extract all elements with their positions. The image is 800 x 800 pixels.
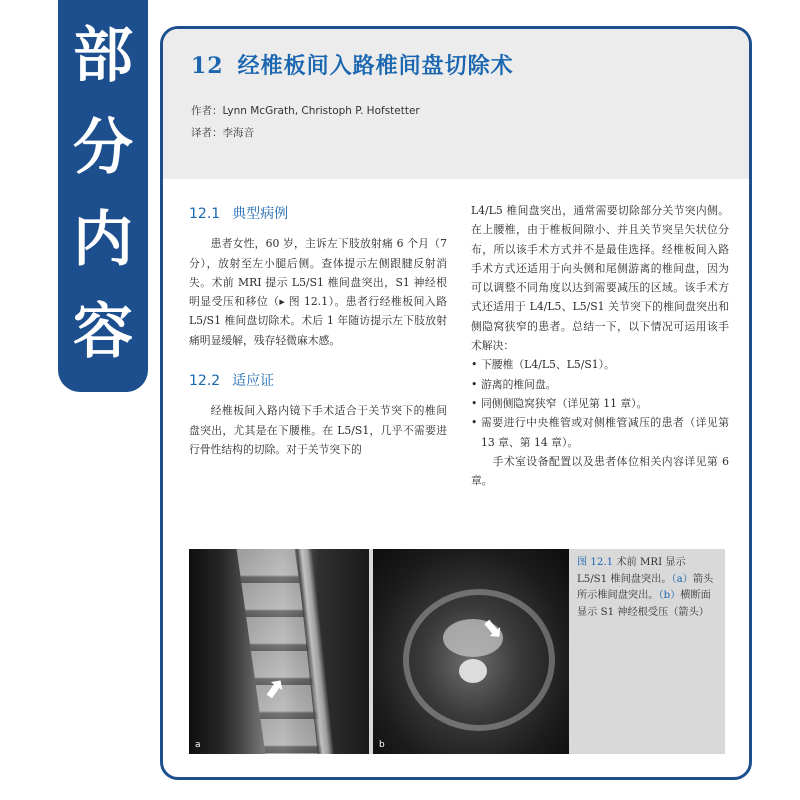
section-number: 12.1 [189,206,221,222]
list-item: • 同侧侧隐窝狭窄（详见第 11 章）。 [471,394,729,413]
list-item: • 下腰椎（L4/L5、L5/S1）。 [471,355,729,374]
chapter-number: 12 [191,53,224,79]
chapter-title [191,49,514,80]
mri-sagittal-image [189,549,369,754]
caption-tag-b: （b） [658,590,681,601]
authors: Lynn McGrath, Christoph P. Hofstetter [222,105,420,117]
figure-caption [577,555,719,621]
list-item: • 游离的椎间盘。 [471,375,729,394]
right-paragraph: L4/L5 椎间盘突出，通常需要切除部分关节突内侧。在上腰椎，由于椎板间隙小、并且关节突呈矢状位分布，所以该手术方式并不是最佳选择。经椎板间入路手术方式还适用于向头侧和尾侧游离的椎间盘，因为可以调整不同角度以达到需要减压的区域。该手术方式还适用于 L4/L5、L5/S1 关节突下的椎间盘突出和侧隐窝狭窄的患者。总结一下，以下情况可运用该手术解决： [471,204,729,353]
translator: 李海音 [222,127,254,139]
translator-label: 译者： [191,127,223,139]
section-heading [189,205,447,224]
indication-paragraph: 经椎板间入路内镜下手术适合于关节突下的椎间盘突出，尤其是在下腰椎。在 L5/S1，几乎不需要进行骨性结构的切除。对于关节突下的 [189,404,447,456]
book-page [160,26,752,780]
mri-axial-image [373,549,569,754]
banner-char: 分 [73,113,133,183]
caption-text: 箭头所示椎间盘突出。 [577,573,714,601]
chapter-header [163,29,749,179]
image-label-a: a [195,740,201,750]
caption-text: 横断面显示 S1 神经根受压（箭头） [577,590,711,618]
section-heading [189,372,447,391]
side-banner [58,0,148,392]
banner-char: 部 [73,21,133,91]
author-line [191,103,420,118]
white-arrow-icon: ⬆ [473,609,510,647]
chapter-title-text: 经椎板间入路椎间盘切除术 [237,53,514,79]
white-arrow-icon: ⬆ [256,671,292,709]
figure-ref: 图 12.1 [577,557,614,568]
banner-char: 内 [73,205,133,275]
caption-tag-a: （a） [671,573,693,585]
banner-char: 容 [73,297,133,367]
list-item: • 需要进行中央椎管或对侧椎管减压的患者（详见第 13 章、第 14 章）。 [471,413,729,452]
authors-label: 作者： [191,105,223,117]
caption-text: 术前 MRI 显示 L5/S1 椎间盘突出。 [577,557,686,585]
translator-line [191,125,254,140]
section-title: 典型病例 [232,206,289,222]
indication-list [471,355,729,451]
figure-12-1 [189,549,725,754]
right-column [471,201,729,490]
case-paragraph: 患者女性，60 岁，主诉左下肢放射痛 6 个月（7 分），放射至左小腿后侧。查体提示左侧跟腱反射消失。术前 MRI 提示 L5/S1 椎间盘突出，S1 神经根明显受压和移位（▸ 图 12.1）。患者行经椎板间入路 L5/S1 椎间盘切除术。术后 1 年随访提示左下肢放射痛明显缓解，残存轻微麻木感。 [189,237,447,347]
setup-paragraph: 手术室设备配置以及患者体位相关内容详见第 6 章。 [471,454,729,488]
left-column [189,201,447,459]
section-number: 12.2 [189,373,221,390]
section-title: 适应证 [232,373,275,390]
image-label-b: b [379,740,385,750]
